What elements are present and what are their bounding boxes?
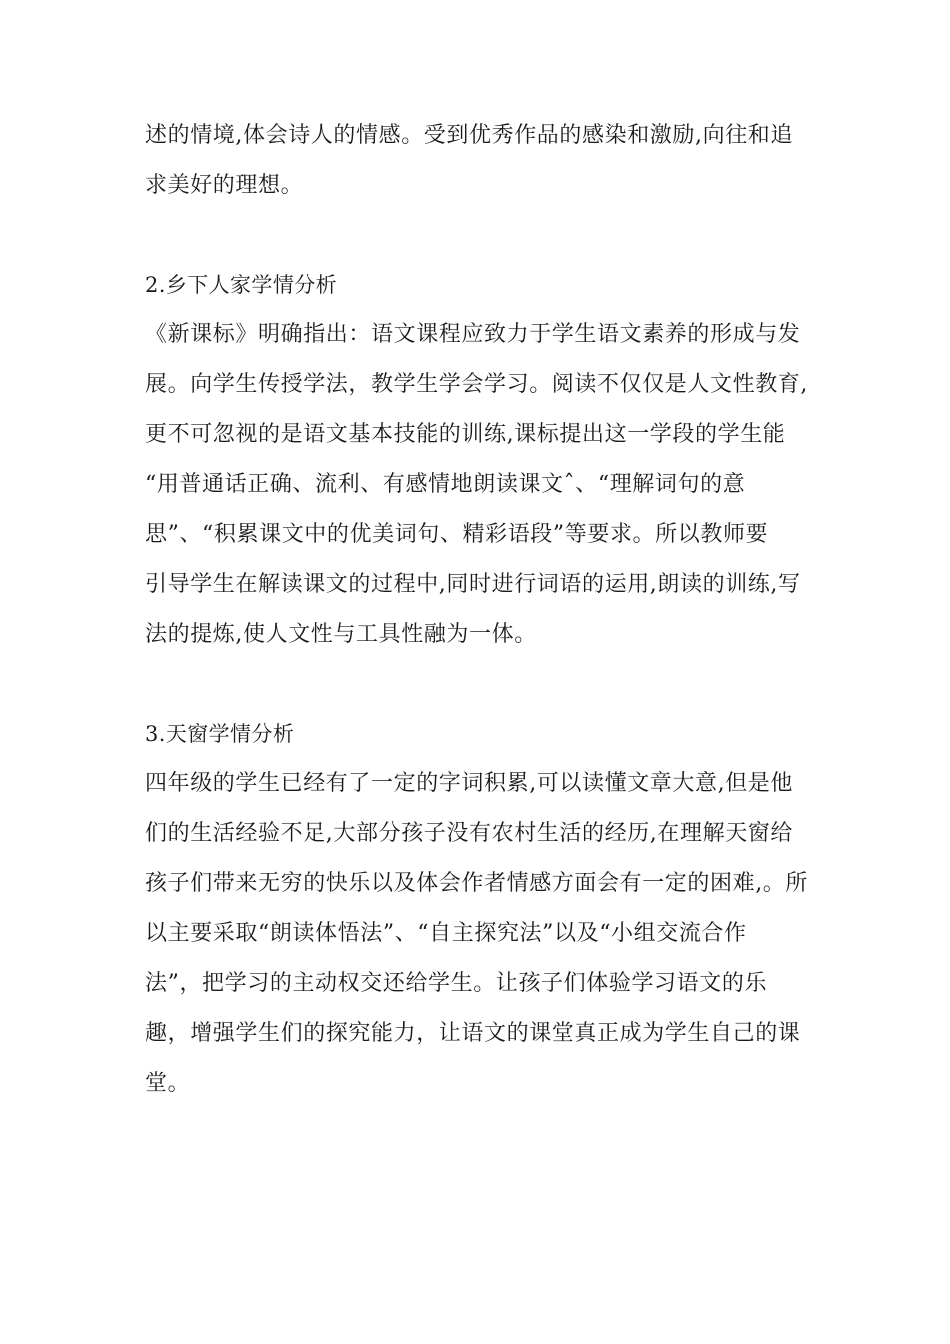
- paragraph-line: 孩子们带来无穷的快乐以及体会作者情感方面会有一定的困难,。所: [145, 871, 808, 896]
- paragraph-line: 《新课标》明确指出：语文课程应致力于学生语文素养的形成与发: [145, 322, 801, 347]
- paragraph-line: 们的生活经验不足,大部分孩子没有农村生活的经历,在理解天窗给: [145, 821, 793, 846]
- section-heading: 3.天窗学情分析: [145, 722, 295, 746]
- paragraph-line: 引导学生在解读课文的过程中,同时进行词语的运用,朗读的训练,写: [145, 572, 801, 597]
- paragraph-line: 更不可忽视的是语文基本技能的训练,课标提出这一学段的学生能: [145, 422, 786, 447]
- paragraph-line: “用普通话正确、流利、有感情地朗读课文ˆ、“理解词句的意: [145, 472, 746, 497]
- paragraph-line: 法”，把学习的主动权交还给学生。让孩子们体验学习语文的乐: [145, 971, 768, 996]
- section-heading: 2.乡下人家学情分析: [145, 273, 338, 297]
- paragraph-line: 述的情境,体会诗人的情感。受到优秀作品的感染和激励,向往和追: [145, 123, 793, 148]
- paragraph-line: 堂。: [145, 1071, 191, 1096]
- paragraph-line: 展。向学生传授学法，教学生学会学习。阅读不仅仅是人文性教育,: [145, 372, 808, 397]
- paragraph-line: 思”、“积累课文中的优美词句、精彩语段”等要求。所以教师要: [145, 522, 769, 547]
- paragraph-line: 趣，增强学生们的探究能力，让语文的课堂真正成为学生自己的课: [145, 1021, 801, 1046]
- paragraph-line: 四年级的学生已经有了一定的字词积累,可以读懂文章大意,但是他: [145, 771, 793, 796]
- paragraph-line: 求美好的理想。: [145, 173, 304, 198]
- paragraph-line: 法的提炼,使人文性与工具性融为一体。: [145, 622, 537, 647]
- paragraph-line: 以主要采取“朗读体悟法”、“自主探究法”以及“小组交流合作: [145, 921, 747, 946]
